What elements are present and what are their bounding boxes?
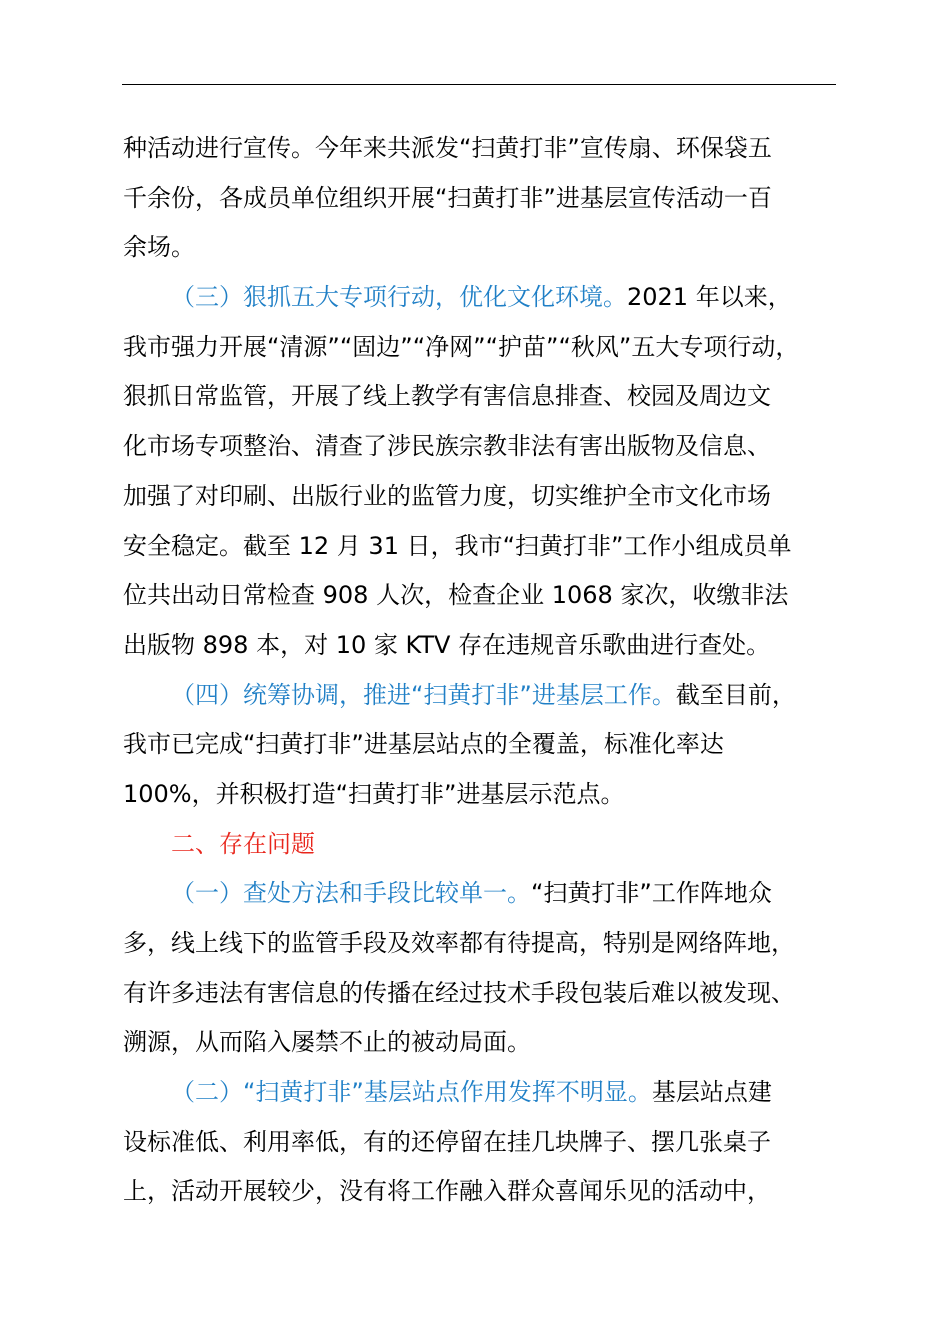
text-line: 我市强力开展“清源”“固边”“净网”“护苗”“秋风”五大专项行动， [123,332,800,361]
text-line [123,1068,843,1118]
text-line: 化市场专项整治、清查了涉民族宗教非法有害出版物及信息、 [123,432,771,461]
paragraph-problem-two [123,1068,843,1217]
text-line [123,869,843,919]
text-line: 安全稳定。截至 12 月 31 日，我市“扫黄打非”工作小组成员单 [123,531,792,560]
text-line [123,671,843,721]
section-title: 二、存在问题 [171,829,315,858]
text-line: 狠抓日常监管，开展了线上教学有害信息排查、校园及周边文 [123,382,771,411]
header-rule [122,84,836,85]
text-line: 溯源，从而陷入屡禁不止的被动局面。 [123,1028,531,1057]
document-body [123,124,843,1217]
paragraph-heading: （二）“扫黄打非”基层站点作用发挥不明显。 [171,1078,652,1107]
text-line: 余场。 [123,233,195,262]
text-line: 加强了对印刷、出版行业的监管力度，切实维护全市文化市场 [123,481,771,510]
text-line: 千余份，各成员单位组织开展“扫黄打非”进基层宣传活动一百 [123,183,772,212]
heading-continuation: 2021 年以来， [627,283,792,312]
paragraph-heading: （四）统筹协调，推进“扫黄打非”进基层工作。 [171,680,676,709]
text-line: 种活动进行宣传。今年来共派发“扫黄打非”宣传扇、环保袋五 [123,134,772,162]
paragraph-heading: （三）狠抓五大专项行动，优化文化环境。 [171,283,627,312]
paragraph-problem-one [123,869,843,1068]
paragraph-continuation [123,124,843,273]
paragraph-coordination [123,671,843,820]
text-line [123,273,843,323]
paragraph-special-actions [123,273,843,671]
text-line: 100%，并积极打造“扫黄打非”进基层示范点。 [123,779,625,808]
section-title-block [123,820,843,870]
paragraph-heading: （一）查处方法和手段比较单一。 [171,879,531,908]
heading-continuation: “扫黄打非”工作阵地众 [531,879,772,908]
text-line: 设标准低、利用率低，有的还停留在挂几块牌子、摆几张桌子 [123,1127,771,1156]
heading-continuation: 截至目前， [675,680,796,709]
text-line: 多，线上线下的监管手段及效率都有待提高，特别是网络阵地， [123,929,795,957]
text-line: 出版物 898 本，对 10 家 KTV 存在违规音乐歌曲进行查处。 [123,630,771,659]
text-line: 上，活动开展较少，没有将工作融入群众喜闻乐见的活动中， [123,1177,771,1206]
heading-continuation: 基层站点建 [651,1078,772,1107]
text-line: 有许多违法有害信息的传播在经过技术手段包装后难以被发现、 [123,978,795,1007]
text-line: 位共出动日常检查 908 人次，检查企业 1068 家次，收缴非法 [123,581,789,610]
text-line: 我市已完成“扫黄打非”进基层站点的全覆盖，标准化率达 [123,730,724,759]
